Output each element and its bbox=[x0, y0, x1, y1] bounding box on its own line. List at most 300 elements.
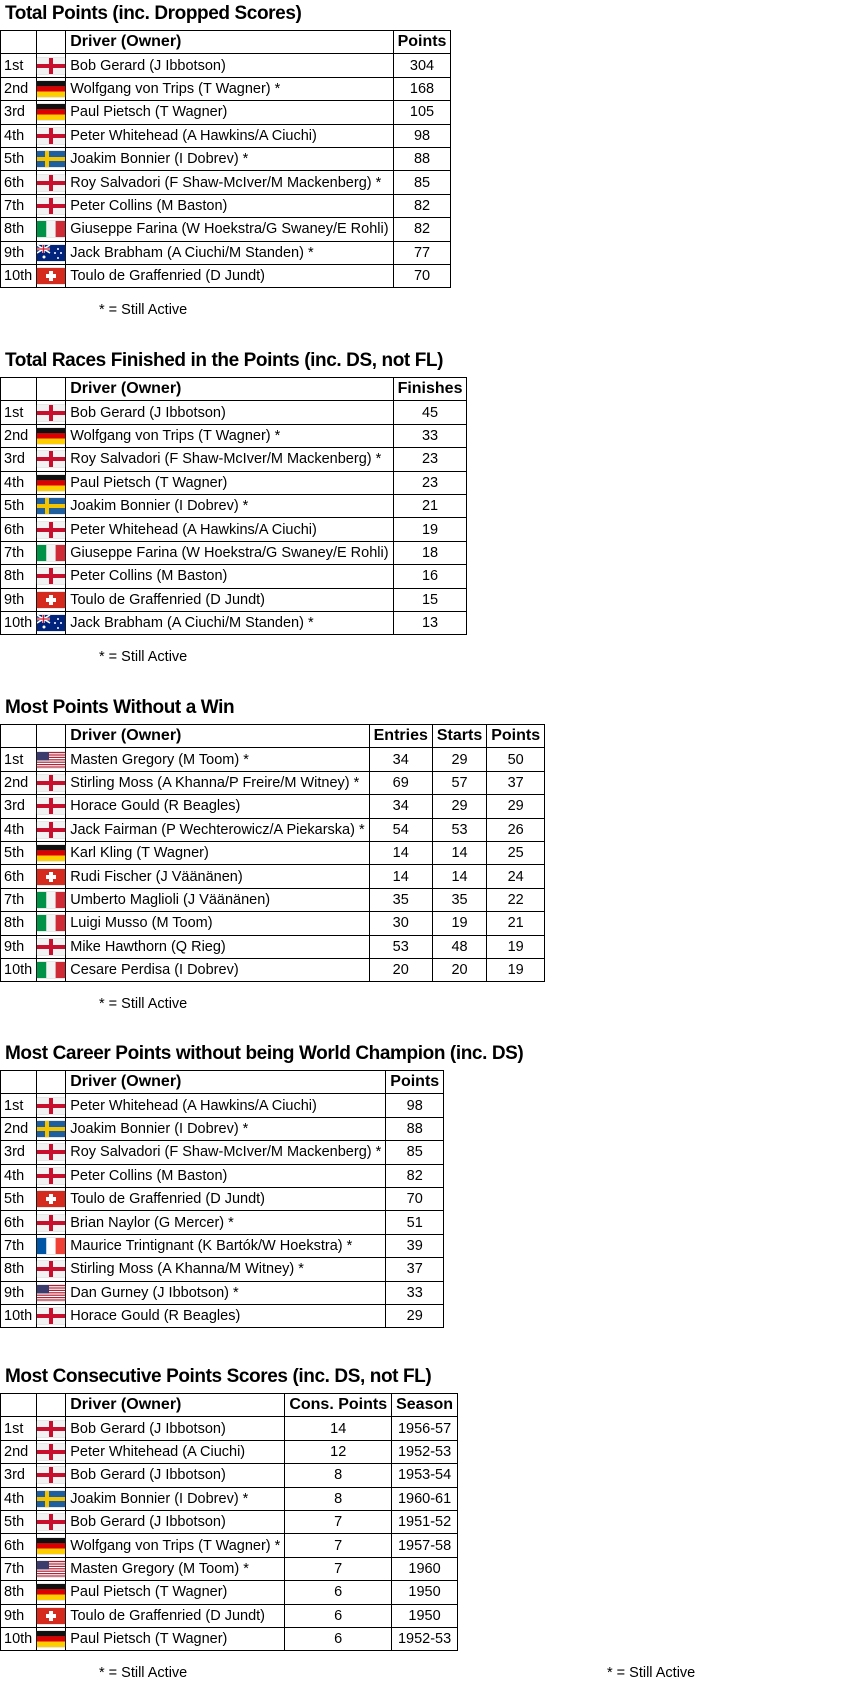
table-row bbox=[1, 1164, 444, 1187]
flag-cell bbox=[37, 471, 66, 494]
australia-flag-icon bbox=[37, 615, 65, 631]
driver-cell: Joakim Bonnier (I Dobrev) * bbox=[66, 1487, 285, 1510]
table-row bbox=[1, 912, 545, 935]
value-cell: 23 bbox=[393, 471, 467, 494]
italy-flag-icon bbox=[37, 892, 65, 908]
value-cell: 98 bbox=[386, 1094, 444, 1117]
value-cell: 14 bbox=[369, 841, 432, 864]
flag-cell bbox=[37, 494, 66, 517]
driver-cell: Peter Whitehead (A Hawkins/A Ciuchi) bbox=[66, 124, 393, 147]
italy-flag-icon bbox=[37, 221, 65, 237]
flag-cell bbox=[37, 518, 66, 541]
table-row bbox=[1, 124, 451, 147]
england-flag-icon bbox=[37, 451, 65, 467]
table-row bbox=[1, 588, 467, 611]
position-cell: 8th bbox=[1, 1258, 37, 1281]
standings-table bbox=[0, 724, 545, 982]
flag-cell bbox=[37, 541, 66, 564]
germany-flag-icon bbox=[37, 845, 65, 861]
table-row bbox=[1, 1510, 458, 1533]
column-header bbox=[37, 378, 66, 401]
flag-cell bbox=[37, 1304, 66, 1327]
driver-cell: Toulo de Graffenried (D Jundt) bbox=[66, 1187, 386, 1210]
table-row bbox=[1, 748, 545, 771]
value-cell: 29 bbox=[386, 1304, 444, 1327]
value-cell: 48 bbox=[432, 935, 486, 958]
table-row bbox=[1, 935, 545, 958]
table-row bbox=[1, 1281, 444, 1304]
flag-cell bbox=[37, 865, 66, 888]
position-cell: 5th bbox=[1, 1510, 37, 1533]
still-active-footnote: * = Still Active bbox=[99, 1665, 188, 1681]
switzerland-flag-icon bbox=[37, 1191, 65, 1207]
table-row bbox=[1, 54, 451, 77]
flag-cell bbox=[37, 795, 66, 818]
england-flag-icon bbox=[37, 1444, 65, 1460]
germany-flag-icon bbox=[37, 428, 65, 444]
flag-cell bbox=[37, 1258, 66, 1281]
england-flag-icon bbox=[37, 175, 65, 191]
column-header: Finishes bbox=[393, 378, 467, 401]
england-flag-icon bbox=[37, 1144, 65, 1160]
position-cell: 8th bbox=[1, 565, 37, 588]
column-header: Driver (Owner) bbox=[66, 1394, 285, 1417]
driver-cell: Joakim Bonnier (I Dobrev) * bbox=[66, 494, 393, 517]
value-cell: 19 bbox=[432, 912, 486, 935]
driver-cell: Roy Salvadori (F Shaw-McIver/M Mackenberg) * bbox=[66, 171, 393, 194]
value-cell: 1960-61 bbox=[392, 1487, 458, 1510]
position-cell: 6th bbox=[1, 1211, 37, 1234]
standings-table bbox=[0, 377, 467, 635]
value-cell: 24 bbox=[487, 865, 545, 888]
table-row bbox=[1, 1534, 458, 1557]
value-cell: 39 bbox=[386, 1234, 444, 1257]
value-cell: 19 bbox=[487, 935, 545, 958]
value-cell: 1952-53 bbox=[392, 1440, 458, 1463]
column-header: Entries bbox=[369, 725, 432, 748]
column-header: Cons. Points bbox=[285, 1394, 392, 1417]
value-cell: 14 bbox=[285, 1417, 392, 1440]
value-cell: 1950 bbox=[392, 1604, 458, 1627]
value-cell: 77 bbox=[393, 241, 451, 264]
table-row bbox=[1, 771, 545, 794]
still-active-footnote: * = Still Active bbox=[99, 649, 188, 665]
table-row bbox=[1, 518, 467, 541]
driver-cell: Joakim Bonnier (I Dobrev) * bbox=[66, 1117, 386, 1140]
germany-flag-icon bbox=[37, 1538, 65, 1554]
table-row bbox=[1, 1557, 458, 1580]
flag-cell bbox=[37, 1281, 66, 1304]
england-flag-icon bbox=[37, 1467, 65, 1483]
value-cell: 168 bbox=[393, 77, 451, 100]
position-cell: 4th bbox=[1, 124, 37, 147]
column-header: Points bbox=[393, 31, 451, 54]
flag-cell bbox=[37, 124, 66, 147]
value-cell: 1950 bbox=[392, 1581, 458, 1604]
driver-cell: Peter Whitehead (A Hawkins/A Ciuchi) bbox=[66, 1094, 386, 1117]
position-cell: 9th bbox=[1, 241, 37, 264]
table-row bbox=[1, 795, 545, 818]
driver-cell: Masten Gregory (M Toom) * bbox=[66, 748, 369, 771]
flag-cell bbox=[37, 1094, 66, 1117]
header-row bbox=[1, 378, 467, 401]
value-cell: 15 bbox=[393, 588, 467, 611]
column-header: Season bbox=[392, 1394, 458, 1417]
value-cell: 19 bbox=[487, 958, 545, 981]
driver-cell: Giuseppe Farina (W Hoekstra/G Swaney/E Rohli) bbox=[66, 218, 393, 241]
flag-cell bbox=[37, 935, 66, 958]
driver-cell: Dan Gurney (J Ibbotson) * bbox=[66, 1281, 386, 1304]
position-cell: 3rd bbox=[1, 1464, 37, 1487]
position-cell: 9th bbox=[1, 1281, 37, 1304]
value-cell: 45 bbox=[393, 401, 467, 424]
table-row bbox=[1, 401, 467, 424]
value-cell: 6 bbox=[285, 1581, 392, 1604]
value-cell: 6 bbox=[285, 1604, 392, 1627]
flag-cell bbox=[37, 565, 66, 588]
position-cell: 7th bbox=[1, 194, 37, 217]
england-flag-icon bbox=[37, 939, 65, 955]
switzerland-flag-icon bbox=[37, 1608, 65, 1624]
position-cell: 7th bbox=[1, 888, 37, 911]
table-row bbox=[1, 1117, 444, 1140]
driver-cell: Bob Gerard (J Ibbotson) bbox=[66, 1417, 285, 1440]
position-cell: 10th bbox=[1, 1627, 37, 1650]
table-row bbox=[1, 471, 467, 494]
still-active-footnote: * = Still Active bbox=[99, 996, 188, 1012]
value-cell: 35 bbox=[432, 888, 486, 911]
driver-cell: Wolfgang von Trips (T Wagner) * bbox=[66, 77, 393, 100]
header-row bbox=[1, 1394, 458, 1417]
column-header: Driver (Owner) bbox=[66, 31, 393, 54]
flag-cell bbox=[37, 1187, 66, 1210]
table-row bbox=[1, 171, 451, 194]
flag-cell bbox=[37, 1581, 66, 1604]
england-flag-icon bbox=[37, 1215, 65, 1231]
flag-cell bbox=[37, 171, 66, 194]
value-cell: 1952-53 bbox=[392, 1627, 458, 1650]
flag-cell bbox=[37, 1117, 66, 1140]
value-cell: 1956-57 bbox=[392, 1417, 458, 1440]
table-row bbox=[1, 218, 451, 241]
flag-cell bbox=[37, 1604, 66, 1627]
table-row bbox=[1, 1627, 458, 1650]
driver-cell: Toulo de Graffenried (D Jundt) bbox=[66, 588, 393, 611]
value-cell: 18 bbox=[393, 541, 467, 564]
flag-cell bbox=[37, 771, 66, 794]
england-flag-icon bbox=[37, 405, 65, 421]
value-cell: 88 bbox=[386, 1117, 444, 1140]
table-row bbox=[1, 424, 467, 447]
driver-cell: Cesare Perdisa (I Dobrev) bbox=[66, 958, 369, 981]
column-header: Points bbox=[487, 725, 545, 748]
position-cell: 6th bbox=[1, 518, 37, 541]
usa-flag-icon bbox=[37, 1561, 65, 1577]
position-cell: 2nd bbox=[1, 424, 37, 447]
position-cell: 1st bbox=[1, 1417, 37, 1440]
position-cell: 6th bbox=[1, 865, 37, 888]
table-row bbox=[1, 541, 467, 564]
table-row bbox=[1, 1304, 444, 1327]
flag-cell bbox=[37, 1487, 66, 1510]
position-cell: 10th bbox=[1, 1304, 37, 1327]
driver-cell: Peter Collins (M Baston) bbox=[66, 565, 393, 588]
england-flag-icon bbox=[37, 1168, 65, 1184]
section-title: Most Career Points without being World Champion (inc. DS) bbox=[5, 1043, 524, 1064]
position-cell: 2nd bbox=[1, 1117, 37, 1140]
flag-cell bbox=[37, 1534, 66, 1557]
table-row bbox=[1, 818, 545, 841]
flag-cell bbox=[37, 841, 66, 864]
value-cell: 1953-54 bbox=[392, 1464, 458, 1487]
driver-cell: Bob Gerard (J Ibbotson) bbox=[66, 1464, 285, 1487]
value-cell: 33 bbox=[393, 424, 467, 447]
value-cell: 29 bbox=[432, 748, 486, 771]
position-cell: 3rd bbox=[1, 448, 37, 471]
value-cell: 53 bbox=[369, 935, 432, 958]
value-cell: 7 bbox=[285, 1510, 392, 1533]
flag-cell bbox=[37, 1141, 66, 1164]
driver-cell: Horace Gould (R Beagles) bbox=[66, 795, 369, 818]
position-cell: 3rd bbox=[1, 1141, 37, 1164]
column-header: Starts bbox=[432, 725, 486, 748]
position-cell: 2nd bbox=[1, 1440, 37, 1463]
value-cell: 30 bbox=[369, 912, 432, 935]
value-cell: 33 bbox=[386, 1281, 444, 1304]
value-cell: 51 bbox=[386, 1211, 444, 1234]
value-cell: 29 bbox=[487, 795, 545, 818]
standings-table bbox=[0, 30, 451, 288]
standings-table bbox=[0, 1070, 444, 1328]
value-cell: 13 bbox=[393, 611, 467, 634]
value-cell: 14 bbox=[432, 865, 486, 888]
flag-cell bbox=[37, 241, 66, 264]
table-row bbox=[1, 448, 467, 471]
section-title: Total Races Finished in the Points (inc. DS, not FL) bbox=[5, 350, 444, 371]
value-cell: 20 bbox=[369, 958, 432, 981]
sweden-flag-icon bbox=[37, 1491, 65, 1507]
england-flag-icon bbox=[37, 58, 65, 74]
table-row bbox=[1, 1187, 444, 1210]
driver-cell: Umberto Maglioli (J Väänänen) bbox=[66, 888, 369, 911]
germany-flag-icon bbox=[37, 104, 65, 120]
flag-cell bbox=[37, 218, 66, 241]
flag-cell bbox=[37, 888, 66, 911]
standings-table bbox=[0, 1393, 458, 1651]
position-cell: 8th bbox=[1, 1581, 37, 1604]
italy-flag-icon bbox=[37, 915, 65, 931]
position-cell: 7th bbox=[1, 1557, 37, 1580]
driver-cell: Paul Pietsch (T Wagner) bbox=[66, 471, 393, 494]
value-cell: 1951-52 bbox=[392, 1510, 458, 1533]
flag-cell bbox=[37, 1627, 66, 1650]
value-cell: 37 bbox=[386, 1258, 444, 1281]
value-cell: 85 bbox=[393, 171, 451, 194]
position-cell: 5th bbox=[1, 841, 37, 864]
value-cell: 14 bbox=[432, 841, 486, 864]
value-cell: 23 bbox=[393, 448, 467, 471]
germany-flag-icon bbox=[37, 1631, 65, 1647]
flag-cell bbox=[37, 818, 66, 841]
usa-flag-icon bbox=[37, 752, 65, 768]
position-cell: 7th bbox=[1, 541, 37, 564]
value-cell: 82 bbox=[393, 218, 451, 241]
flag-cell bbox=[37, 1417, 66, 1440]
value-cell: 19 bbox=[393, 518, 467, 541]
table-row bbox=[1, 494, 467, 517]
table-row bbox=[1, 888, 545, 911]
value-cell: 7 bbox=[285, 1534, 392, 1557]
sweden-flag-icon bbox=[37, 151, 65, 167]
driver-cell: Karl Kling (T Wagner) bbox=[66, 841, 369, 864]
position-cell: 10th bbox=[1, 611, 37, 634]
driver-cell: Bob Gerard (J Ibbotson) bbox=[66, 54, 393, 77]
value-cell: 25 bbox=[487, 841, 545, 864]
flag-cell bbox=[37, 194, 66, 217]
position-cell: 4th bbox=[1, 471, 37, 494]
driver-cell: Peter Collins (M Baston) bbox=[66, 194, 393, 217]
value-cell: 29 bbox=[432, 795, 486, 818]
table-row bbox=[1, 147, 451, 170]
flag-cell bbox=[37, 401, 66, 424]
section-title: Most Consecutive Points Scores (inc. DS, not FL) bbox=[5, 1366, 432, 1387]
table-row bbox=[1, 1440, 458, 1463]
england-flag-icon bbox=[37, 1421, 65, 1437]
table-row bbox=[1, 77, 451, 100]
position-cell: 3rd bbox=[1, 795, 37, 818]
column-header bbox=[1, 1394, 37, 1417]
flag-cell bbox=[37, 77, 66, 100]
driver-cell: Bob Gerard (J Ibbotson) bbox=[66, 401, 393, 424]
flag-cell bbox=[37, 264, 66, 287]
driver-cell: Peter Whitehead (A Ciuchi) bbox=[66, 1440, 285, 1463]
table-row bbox=[1, 1604, 458, 1627]
table-row bbox=[1, 1581, 458, 1604]
value-cell: 98 bbox=[393, 124, 451, 147]
australia-flag-icon bbox=[37, 245, 65, 261]
column-header bbox=[1, 31, 37, 54]
section-title: Most Points Without a Win bbox=[5, 697, 235, 718]
table-row bbox=[1, 611, 467, 634]
position-cell: 10th bbox=[1, 264, 37, 287]
position-cell: 6th bbox=[1, 1534, 37, 1557]
england-flag-icon bbox=[37, 1308, 65, 1324]
driver-cell: Mike Hawthorn (Q Rieg) bbox=[66, 935, 369, 958]
position-cell: 4th bbox=[1, 1487, 37, 1510]
flag-cell bbox=[37, 1211, 66, 1234]
section-title: Total Points (inc. Dropped Scores) bbox=[5, 3, 302, 24]
value-cell: 20 bbox=[432, 958, 486, 981]
england-flag-icon bbox=[37, 1514, 65, 1530]
position-cell: 7th bbox=[1, 1234, 37, 1257]
driver-cell: Paul Pietsch (T Wagner) bbox=[66, 101, 393, 124]
flag-cell bbox=[37, 1557, 66, 1580]
still-active-footnote: * = Still Active bbox=[607, 1665, 696, 1681]
value-cell: 8 bbox=[285, 1487, 392, 1510]
column-header bbox=[1, 1071, 37, 1094]
flag-cell bbox=[37, 1510, 66, 1533]
driver-cell: Wolfgang von Trips (T Wagner) * bbox=[66, 1534, 285, 1557]
table-row bbox=[1, 1234, 444, 1257]
value-cell: 7 bbox=[285, 1557, 392, 1580]
position-cell: 5th bbox=[1, 147, 37, 170]
table-row bbox=[1, 841, 545, 864]
germany-flag-icon bbox=[37, 475, 65, 491]
position-cell: 5th bbox=[1, 494, 37, 517]
driver-cell: Bob Gerard (J Ibbotson) bbox=[66, 1510, 285, 1533]
driver-cell: Wolfgang von Trips (T Wagner) * bbox=[66, 424, 393, 447]
value-cell: 14 bbox=[369, 865, 432, 888]
table-row bbox=[1, 1141, 444, 1164]
value-cell: 50 bbox=[487, 748, 545, 771]
england-flag-icon bbox=[37, 128, 65, 144]
still-active-footnote: * = Still Active bbox=[99, 302, 188, 318]
driver-cell: Stirling Moss (A Khanna/M Witney) * bbox=[66, 1258, 386, 1281]
flag-cell bbox=[37, 1464, 66, 1487]
position-cell: 3rd bbox=[1, 101, 37, 124]
value-cell: 6 bbox=[285, 1627, 392, 1650]
position-cell: 1st bbox=[1, 54, 37, 77]
driver-cell: Roy Salvadori (F Shaw-McIver/M Mackenberg) * bbox=[66, 1141, 386, 1164]
header-row bbox=[1, 31, 451, 54]
position-cell: 2nd bbox=[1, 771, 37, 794]
flag-cell bbox=[37, 424, 66, 447]
value-cell: 12 bbox=[285, 1440, 392, 1463]
usa-flag-icon bbox=[37, 1285, 65, 1301]
value-cell: 304 bbox=[393, 54, 451, 77]
flag-cell bbox=[37, 958, 66, 981]
position-cell: 4th bbox=[1, 1164, 37, 1187]
driver-cell: Peter Whitehead (A Hawkins/A Ciuchi) bbox=[66, 518, 393, 541]
column-header bbox=[37, 1071, 66, 1094]
position-cell: 9th bbox=[1, 588, 37, 611]
column-header bbox=[1, 725, 37, 748]
value-cell: 34 bbox=[369, 748, 432, 771]
switzerland-flag-icon bbox=[37, 268, 65, 284]
table-row bbox=[1, 1258, 444, 1281]
table-row bbox=[1, 958, 545, 981]
england-flag-icon bbox=[37, 822, 65, 838]
value-cell: 57 bbox=[432, 771, 486, 794]
flag-cell bbox=[37, 912, 66, 935]
value-cell: 69 bbox=[369, 771, 432, 794]
driver-cell: Paul Pietsch (T Wagner) bbox=[66, 1627, 285, 1650]
table-row bbox=[1, 565, 467, 588]
driver-cell: Luigi Musso (M Toom) bbox=[66, 912, 369, 935]
flag-cell bbox=[37, 588, 66, 611]
column-header: Driver (Owner) bbox=[66, 1071, 386, 1094]
column-header bbox=[37, 31, 66, 54]
position-cell: 8th bbox=[1, 912, 37, 935]
driver-cell: Roy Salvadori (F Shaw-McIver/M Mackenberg) * bbox=[66, 448, 393, 471]
column-header: Driver (Owner) bbox=[66, 378, 393, 401]
header-row bbox=[1, 1071, 444, 1094]
column-header bbox=[1, 378, 37, 401]
value-cell: 70 bbox=[393, 264, 451, 287]
table-row bbox=[1, 1417, 458, 1440]
germany-flag-icon bbox=[37, 81, 65, 97]
england-flag-icon bbox=[37, 775, 65, 791]
table-row bbox=[1, 194, 451, 217]
value-cell: 26 bbox=[487, 818, 545, 841]
driver-cell: Brian Naylor (G Mercer) * bbox=[66, 1211, 386, 1234]
germany-flag-icon bbox=[37, 1584, 65, 1600]
italy-flag-icon bbox=[37, 545, 65, 561]
switzerland-flag-icon bbox=[37, 592, 65, 608]
table-row bbox=[1, 1487, 458, 1510]
position-cell: 4th bbox=[1, 818, 37, 841]
flag-cell bbox=[37, 748, 66, 771]
